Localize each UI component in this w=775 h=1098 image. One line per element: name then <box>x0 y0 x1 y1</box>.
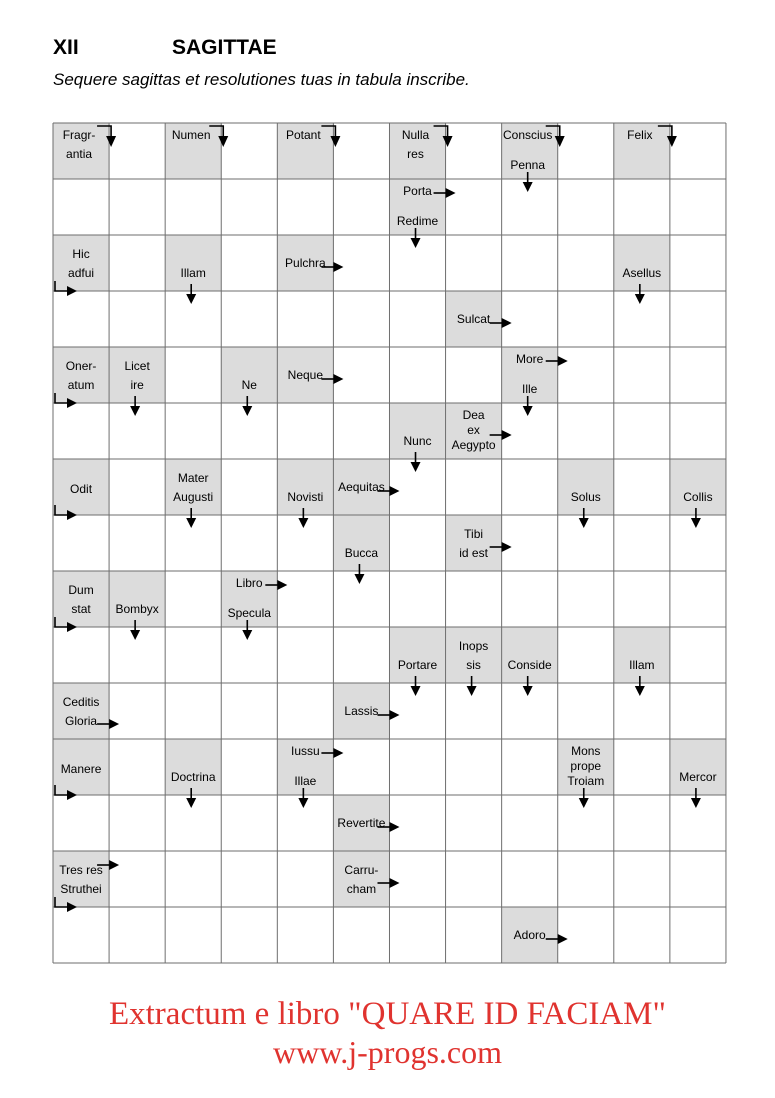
answer-cell[interactable] <box>614 571 670 627</box>
clue-cell <box>333 515 389 571</box>
clue-text: Bucca <box>344 546 379 560</box>
clue-cell <box>614 627 670 683</box>
answer-cell[interactable] <box>446 851 502 907</box>
answer-cell[interactable] <box>502 571 558 627</box>
answer-cell[interactable] <box>670 123 726 179</box>
clue-cell <box>614 235 670 291</box>
clue-text: Nunc <box>403 434 432 448</box>
clue-text: Mater <box>177 471 209 485</box>
answer-cell[interactable] <box>109 795 165 851</box>
clue-text: cham <box>346 882 377 896</box>
answer-cell[interactable] <box>389 795 445 851</box>
puzzle-instructions: Sequere sagittas et resolutiones tuas in tabula inscribe. <box>53 70 470 89</box>
clue-text: sis <box>466 658 481 672</box>
clue-cell <box>53 235 109 291</box>
answer-cell[interactable] <box>165 571 221 627</box>
answer-cell[interactable] <box>333 347 389 403</box>
answer-cell[interactable] <box>165 627 221 683</box>
answer-cell[interactable] <box>53 403 109 459</box>
answer-cell[interactable] <box>614 179 670 235</box>
answer-cell[interactable] <box>614 347 670 403</box>
clue-cell <box>53 571 109 627</box>
answer-cell[interactable] <box>109 179 165 235</box>
clue-text: Illam <box>180 266 206 280</box>
answer-cell[interactable] <box>109 291 165 347</box>
clue-text: Illam <box>629 658 655 672</box>
answer-cell[interactable] <box>221 851 277 907</box>
answer-cell[interactable] <box>389 291 445 347</box>
answer-cell[interactable] <box>670 851 726 907</box>
clue-text: Hic <box>72 247 90 261</box>
answer-cell[interactable] <box>165 179 221 235</box>
answer-cell[interactable] <box>670 627 726 683</box>
clue-text: prope <box>570 759 602 773</box>
answer-cell[interactable] <box>109 683 165 739</box>
answer-cell[interactable] <box>277 907 333 963</box>
answer-cell[interactable] <box>614 907 670 963</box>
clue-cell <box>389 403 445 459</box>
clue-text: Aequitas <box>338 480 385 494</box>
clue-cell <box>109 347 165 403</box>
clue-text: Nulla <box>401 128 430 142</box>
clue-cell <box>277 459 333 515</box>
answer-cell[interactable] <box>333 907 389 963</box>
answer-cell[interactable] <box>558 179 614 235</box>
clue-text: Portare <box>397 658 438 672</box>
clue-text: Lassis <box>344 704 379 718</box>
answer-cell[interactable] <box>221 907 277 963</box>
clue-text: Redime <box>396 214 439 228</box>
clue-text: Oner- <box>65 359 97 373</box>
answer-cell[interactable] <box>446 235 502 291</box>
answer-cell[interactable] <box>53 627 109 683</box>
answer-cell[interactable] <box>277 627 333 683</box>
answer-cell[interactable] <box>670 907 726 963</box>
answer-cell[interactable] <box>446 123 502 179</box>
clue-cell <box>670 739 726 795</box>
footer-website[interactable]: www.j-progs.com <box>273 1034 502 1070</box>
answer-cell[interactable] <box>277 403 333 459</box>
clue-text: Mons <box>571 744 601 758</box>
clue-text: Augusti <box>173 490 214 504</box>
clue-text: Iussu <box>291 744 320 758</box>
answer-cell[interactable] <box>558 235 614 291</box>
clue-text: id est <box>459 546 488 560</box>
clue-cell <box>333 851 389 907</box>
answer-cell[interactable] <box>389 571 445 627</box>
clue-text: Sulcat <box>456 312 491 326</box>
answer-cell[interactable] <box>109 739 165 795</box>
clue-text: ex <box>467 423 480 437</box>
answer-cell[interactable] <box>558 347 614 403</box>
clue-text: Dum <box>68 583 94 597</box>
answer-cell[interactable] <box>165 347 221 403</box>
clue-text: Ne <box>241 378 257 392</box>
answer-cell[interactable] <box>53 795 109 851</box>
clue-cell <box>389 627 445 683</box>
answer-cell[interactable] <box>614 739 670 795</box>
clue-text: Novisti <box>287 490 324 504</box>
answer-cell[interactable] <box>277 851 333 907</box>
clue-text: Penna <box>510 158 546 172</box>
answer-cell[interactable] <box>53 515 109 571</box>
answer-cell[interactable] <box>221 683 277 739</box>
answer-cell[interactable] <box>53 179 109 235</box>
clue-text: Troiam <box>567 774 605 788</box>
answer-cell[interactable] <box>221 739 277 795</box>
answer-cell[interactable] <box>109 907 165 963</box>
answer-cell[interactable] <box>221 291 277 347</box>
answer-cell[interactable] <box>502 851 558 907</box>
answer-cell[interactable] <box>502 515 558 571</box>
clue-text: Carru- <box>344 863 379 877</box>
answer-cell[interactable] <box>277 179 333 235</box>
clue-text: Licet <box>124 359 150 373</box>
answer-cell[interactable] <box>389 851 445 907</box>
clue-text: Collis <box>683 490 713 504</box>
answer-cell[interactable] <box>333 235 389 291</box>
clue-cell <box>165 459 221 515</box>
answer-cell[interactable] <box>333 739 389 795</box>
clue-text: Gloria <box>65 714 98 728</box>
clue-text: Fragr- <box>62 128 96 142</box>
clue-text: Struthei <box>60 882 102 896</box>
answer-cell[interactable] <box>614 403 670 459</box>
clue-text: Tibi <box>464 527 484 541</box>
clue-text: Dea <box>462 408 485 422</box>
clue-text: adfui <box>68 266 95 280</box>
clue-text: Solus <box>570 490 601 504</box>
answer-cell[interactable] <box>277 683 333 739</box>
clue-text: Ille <box>522 382 538 396</box>
answer-cell[interactable] <box>109 851 165 907</box>
clue-cell <box>558 459 614 515</box>
answer-cell[interactable] <box>109 515 165 571</box>
answer-cell[interactable] <box>670 291 726 347</box>
answer-cell[interactable] <box>389 347 445 403</box>
answer-cell[interactable] <box>558 571 614 627</box>
clue-text: res <box>407 147 424 161</box>
answer-cell[interactable] <box>221 235 277 291</box>
clue-text: Conscius <box>503 128 553 142</box>
clue-text: Odit <box>70 482 93 496</box>
answer-cell[interactable] <box>614 795 670 851</box>
answer-cell[interactable] <box>333 179 389 235</box>
answer-cell[interactable] <box>558 123 614 179</box>
answer-cell[interactable] <box>614 515 670 571</box>
clue-cell <box>53 347 109 403</box>
clue-text: atum <box>67 378 95 392</box>
answer-cell[interactable] <box>165 683 221 739</box>
clue-cell <box>53 851 109 907</box>
answer-cell[interactable] <box>558 907 614 963</box>
clue-text: Specula <box>227 606 271 620</box>
clue-text: Doctrina <box>170 770 216 784</box>
answer-cell[interactable] <box>53 291 109 347</box>
answer-cell[interactable] <box>558 403 614 459</box>
answer-cell[interactable] <box>614 851 670 907</box>
answer-cell[interactable] <box>502 795 558 851</box>
answer-cell[interactable] <box>614 459 670 515</box>
answer-cell[interactable] <box>333 403 389 459</box>
answer-cell[interactable] <box>109 123 165 179</box>
puzzle-title: SAGITTAE <box>172 36 277 59</box>
clue-text: antia <box>66 147 93 161</box>
clue-text: Revertite <box>337 816 386 830</box>
clue-cell <box>109 571 165 627</box>
clue-text: Mercor <box>679 770 717 784</box>
clue-text: Manere <box>60 762 102 776</box>
answer-cell[interactable] <box>670 179 726 235</box>
answer-cell[interactable] <box>670 683 726 739</box>
clue-text: Tres res <box>59 863 103 877</box>
clue-text: Neque <box>287 368 324 382</box>
clue-text: Porta <box>403 184 432 198</box>
answer-cell[interactable] <box>165 907 221 963</box>
answer-cell[interactable] <box>389 515 445 571</box>
answer-cell[interactable] <box>109 235 165 291</box>
clue-text: Pulchra <box>285 256 326 270</box>
answer-cell[interactable] <box>558 851 614 907</box>
answer-cell[interactable] <box>670 571 726 627</box>
clue-cell <box>670 459 726 515</box>
clue-cell <box>502 627 558 683</box>
answer-cell[interactable] <box>446 907 502 963</box>
clue-cell <box>165 739 221 795</box>
clue-text: Aegypto <box>451 438 496 452</box>
answer-cell[interactable] <box>109 459 165 515</box>
clue-text: ire <box>130 378 144 392</box>
clue-text: Libro <box>235 576 263 590</box>
answer-cell[interactable] <box>670 347 726 403</box>
answer-cell[interactable] <box>333 123 389 179</box>
clue-text: Felix <box>627 128 653 142</box>
answer-cell[interactable] <box>221 123 277 179</box>
answer-cell[interactable] <box>670 403 726 459</box>
clue-text: More <box>516 352 544 366</box>
answer-cell[interactable] <box>446 459 502 515</box>
answer-cell[interactable] <box>446 347 502 403</box>
answer-cell[interactable] <box>221 515 277 571</box>
answer-cell[interactable] <box>502 459 558 515</box>
answer-cell[interactable] <box>389 907 445 963</box>
answer-cell[interactable] <box>446 795 502 851</box>
answer-cell[interactable] <box>53 907 109 963</box>
answer-cell[interactable] <box>221 795 277 851</box>
clue-cell <box>165 235 221 291</box>
answer-cell[interactable] <box>502 291 558 347</box>
answer-cell[interactable] <box>558 291 614 347</box>
clue-cell <box>446 627 502 683</box>
footer-book-credit: Extractum e libro "QUARE ID FACIAM" <box>108 996 666 1032</box>
clue-text: Asellus <box>622 266 662 280</box>
clue-text: Numen <box>171 128 211 142</box>
clue-cell <box>221 347 277 403</box>
answer-cell[interactable] <box>670 235 726 291</box>
answer-cell[interactable] <box>446 179 502 235</box>
clue-text: Illae <box>294 774 317 788</box>
clue-text: Potant <box>286 128 321 142</box>
answer-cell[interactable] <box>277 291 333 347</box>
answer-cell[interactable] <box>502 235 558 291</box>
clue-text: stat <box>71 602 91 616</box>
answer-cell[interactable] <box>558 627 614 683</box>
clue-text: Ceditis <box>62 695 100 709</box>
clue-text: Inops <box>458 639 489 653</box>
answer-cell[interactable] <box>446 571 502 627</box>
answer-cell[interactable] <box>333 291 389 347</box>
answer-cell[interactable] <box>333 627 389 683</box>
clue-text: Adoro <box>513 928 546 942</box>
puzzle-number: XII <box>53 36 79 59</box>
clue-cell <box>446 515 502 571</box>
clue-text: Conside <box>507 658 552 672</box>
answer-cell[interactable] <box>389 739 445 795</box>
answer-cell[interactable] <box>446 739 502 795</box>
answer-cell[interactable] <box>221 459 277 515</box>
clue-cell <box>53 683 109 739</box>
answer-cell[interactable] <box>221 179 277 235</box>
answer-cell[interactable] <box>558 683 614 739</box>
answer-cell[interactable] <box>277 571 333 627</box>
clue-text: Bombyx <box>115 602 159 616</box>
answer-cell[interactable] <box>165 403 221 459</box>
answer-cell[interactable] <box>502 739 558 795</box>
answer-cell[interactable] <box>165 851 221 907</box>
